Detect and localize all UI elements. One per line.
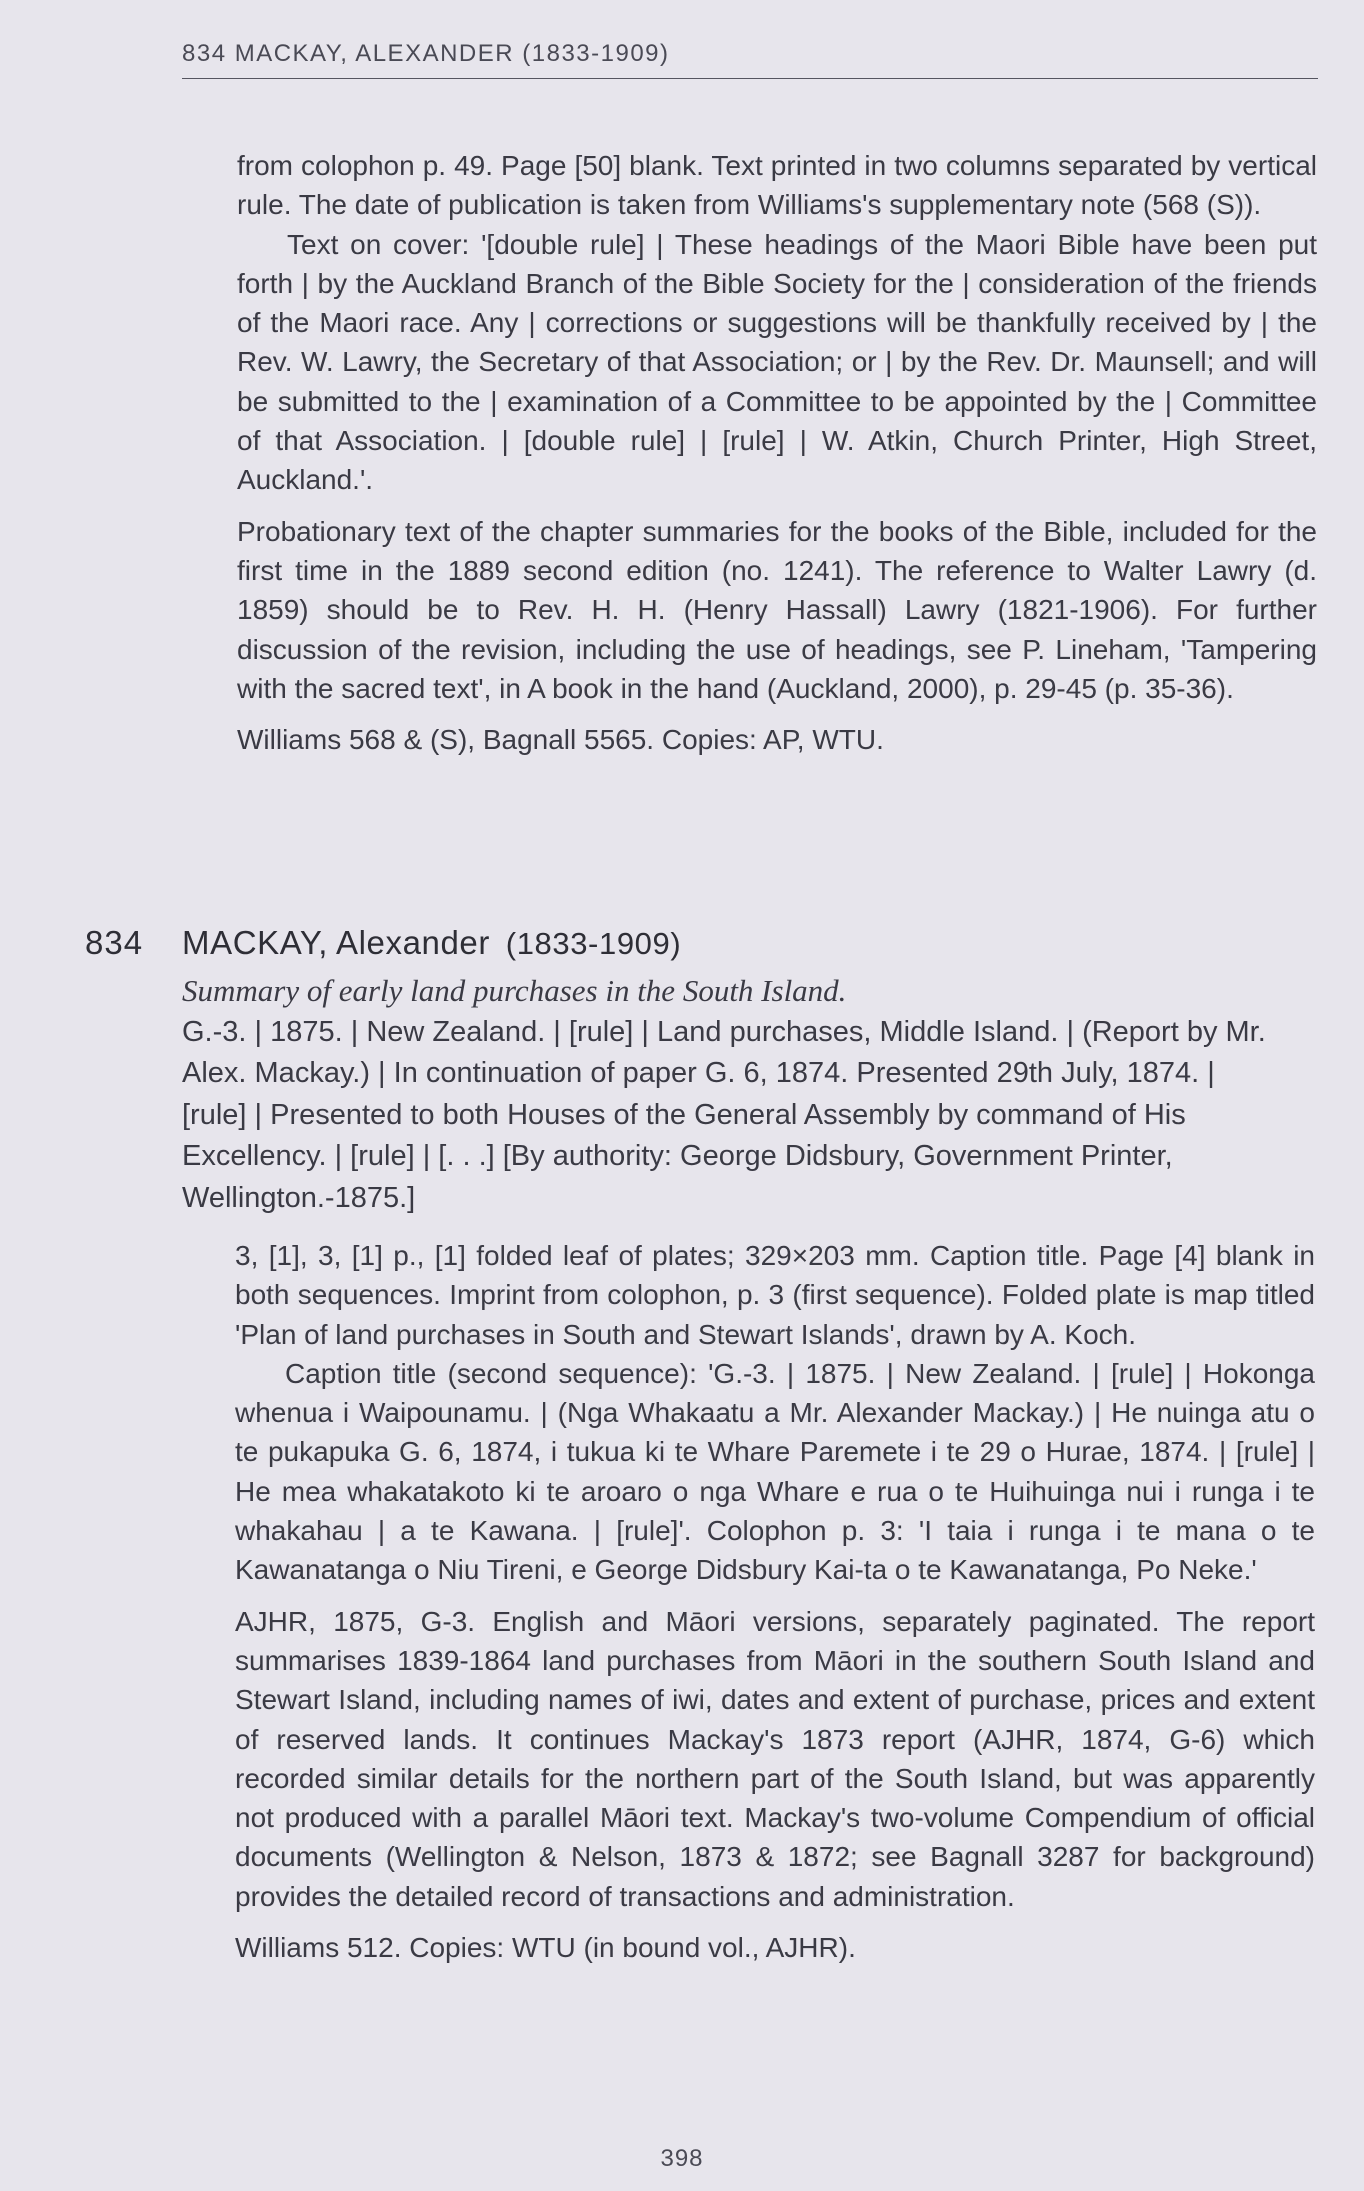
previous-entry-note: Probationary text of the chapter summaries for the books of the Bible, included for the first time in the 1889 second edition (no. 1241). The reference to Walter Lawry (d. 1859) should be to Rev. H. H. (Henry Hassall) Lawry (1821-1906). For further discussion of the revision, including the use of headings, see P. Lineham, 'Tampering with the sacred text', in A book in the hand (Auckland, 2000), p. 29-45 (p. 35-36). [237, 515, 1317, 704]
entry-number: 834 [85, 924, 144, 961]
entry-author: MACKAY, Alexander [182, 924, 490, 961]
entry-dates: (1833-1909) [505, 926, 682, 961]
entry-collation: 3, [1], 3, [1] p., [1] folded leaf of plates; 329×203 mm. Caption title. Page [4] blank in both sequences. Imprint from colophon, p. 3 (first sequence). Folded plate is map titled 'Plan of land purchases in South and Stewart Islands', drawn by A. Koch. [235, 1240, 1315, 1350]
entry-references: Williams 512. Copies: WTU (in bound vol., AJHR). [235, 1932, 856, 1964]
running-head: 834 MACKAY, ALEXANDER (1833-1909) [182, 40, 670, 67]
entry-note: AJHR, 1875, G-3. English and Māori versions, separately paginated. The report summarises 1839-1864 land purchases from Māori in the southern South Island and Stewart Island, including names of iwi, dates and extent of purchase, prices and extent of reserved lands. It continues Mackay's 1873 report (AJHR, 1874, G-6) which recorded similar details for the northern part of the South Island, but was apparently not produced with a parallel Māori text. Mackay's two-volume Compendium of official documents (Wellington & Nelson, 1873 & 1872; see Bagnall 3287 for background) provides the detailed record of transactions and administration. [235, 1605, 1315, 1912]
entry-title: Summary of early land purchases in the South Island. [182, 973, 847, 1008]
entry-title-block [182, 970, 1282, 1219]
previous-entry-references: Williams 568 & (S), Bagnall 5565. Copies: AP, WTU. [237, 724, 884, 756]
entry-description [235, 1236, 1315, 1967]
previous-entry-continuation [237, 146, 1317, 759]
header-rule [182, 78, 1318, 79]
entry-heading [182, 924, 681, 962]
entry-caption-second-sequence: Caption title (second sequence): 'G.-3. | 1875. | New Zealand. | [rule] | Hokonga whenua i Waipounamu. | (Nga Whakaatu a Mr. Alexander Mackay.) | He nuinga atu o te pukapuka G. 6, 1874, i tukua ki te Whare Paremete i te 29 o Hurae, 1874. | [rule] | He mea whakatakoto ki te aroaro o nga Whare e rua o te Huihuinga nui i runga i te whakahau | a te Kawana. | [rule]'. Colophon p. 3: 'I taia i runga i te mana o te Kawanatanga o Niu Tireni, e George Didsbury Kai-ta o te Kawanatanga, Po Neke.' [235, 1357, 1315, 1586]
previous-entry-cover-text: Text on cover: '[double rule] | These headings of the Maori Bible have been put forth | by the Auckland Branch of the Bible Society for the | consideration of the friends of the Maori race. Any | corrections or suggestions will be thankfully received by | the Rev. W. Lawry, the Secretary of that Association; or | by the Rev. Dr. Maunsell; and will be submitted to the | examination of a Committee to be appointed by the | Committee of that Association. | [double rule] | [rule] | W. Atkin, Church Printer, High Street, Auckland.'. [237, 228, 1317, 496]
page-number: 398 [660, 2145, 704, 2172]
entry-transcription: G.-3. | 1875. | New Zealand. | [rule] | Land purchases, Middle Island. | (Report by Mr. Alex. Mackay.) | In continuation of paper G. 6, 1874. Presented 29th July, 1874. | [rule] | Presented to both Houses of the General Assembly by command of His Excellency. | [rule] | [. . .] [By authority: George Didsbury, Government Printer, Wellington.-1875.] [182, 1015, 1266, 1214]
previous-entry-collation: from colophon p. 49. Page [50] blank. Text printed in two columns separated by vertical rule. The date of publication is taken from Williams's supplementary note (568 (S)). [237, 150, 1317, 221]
